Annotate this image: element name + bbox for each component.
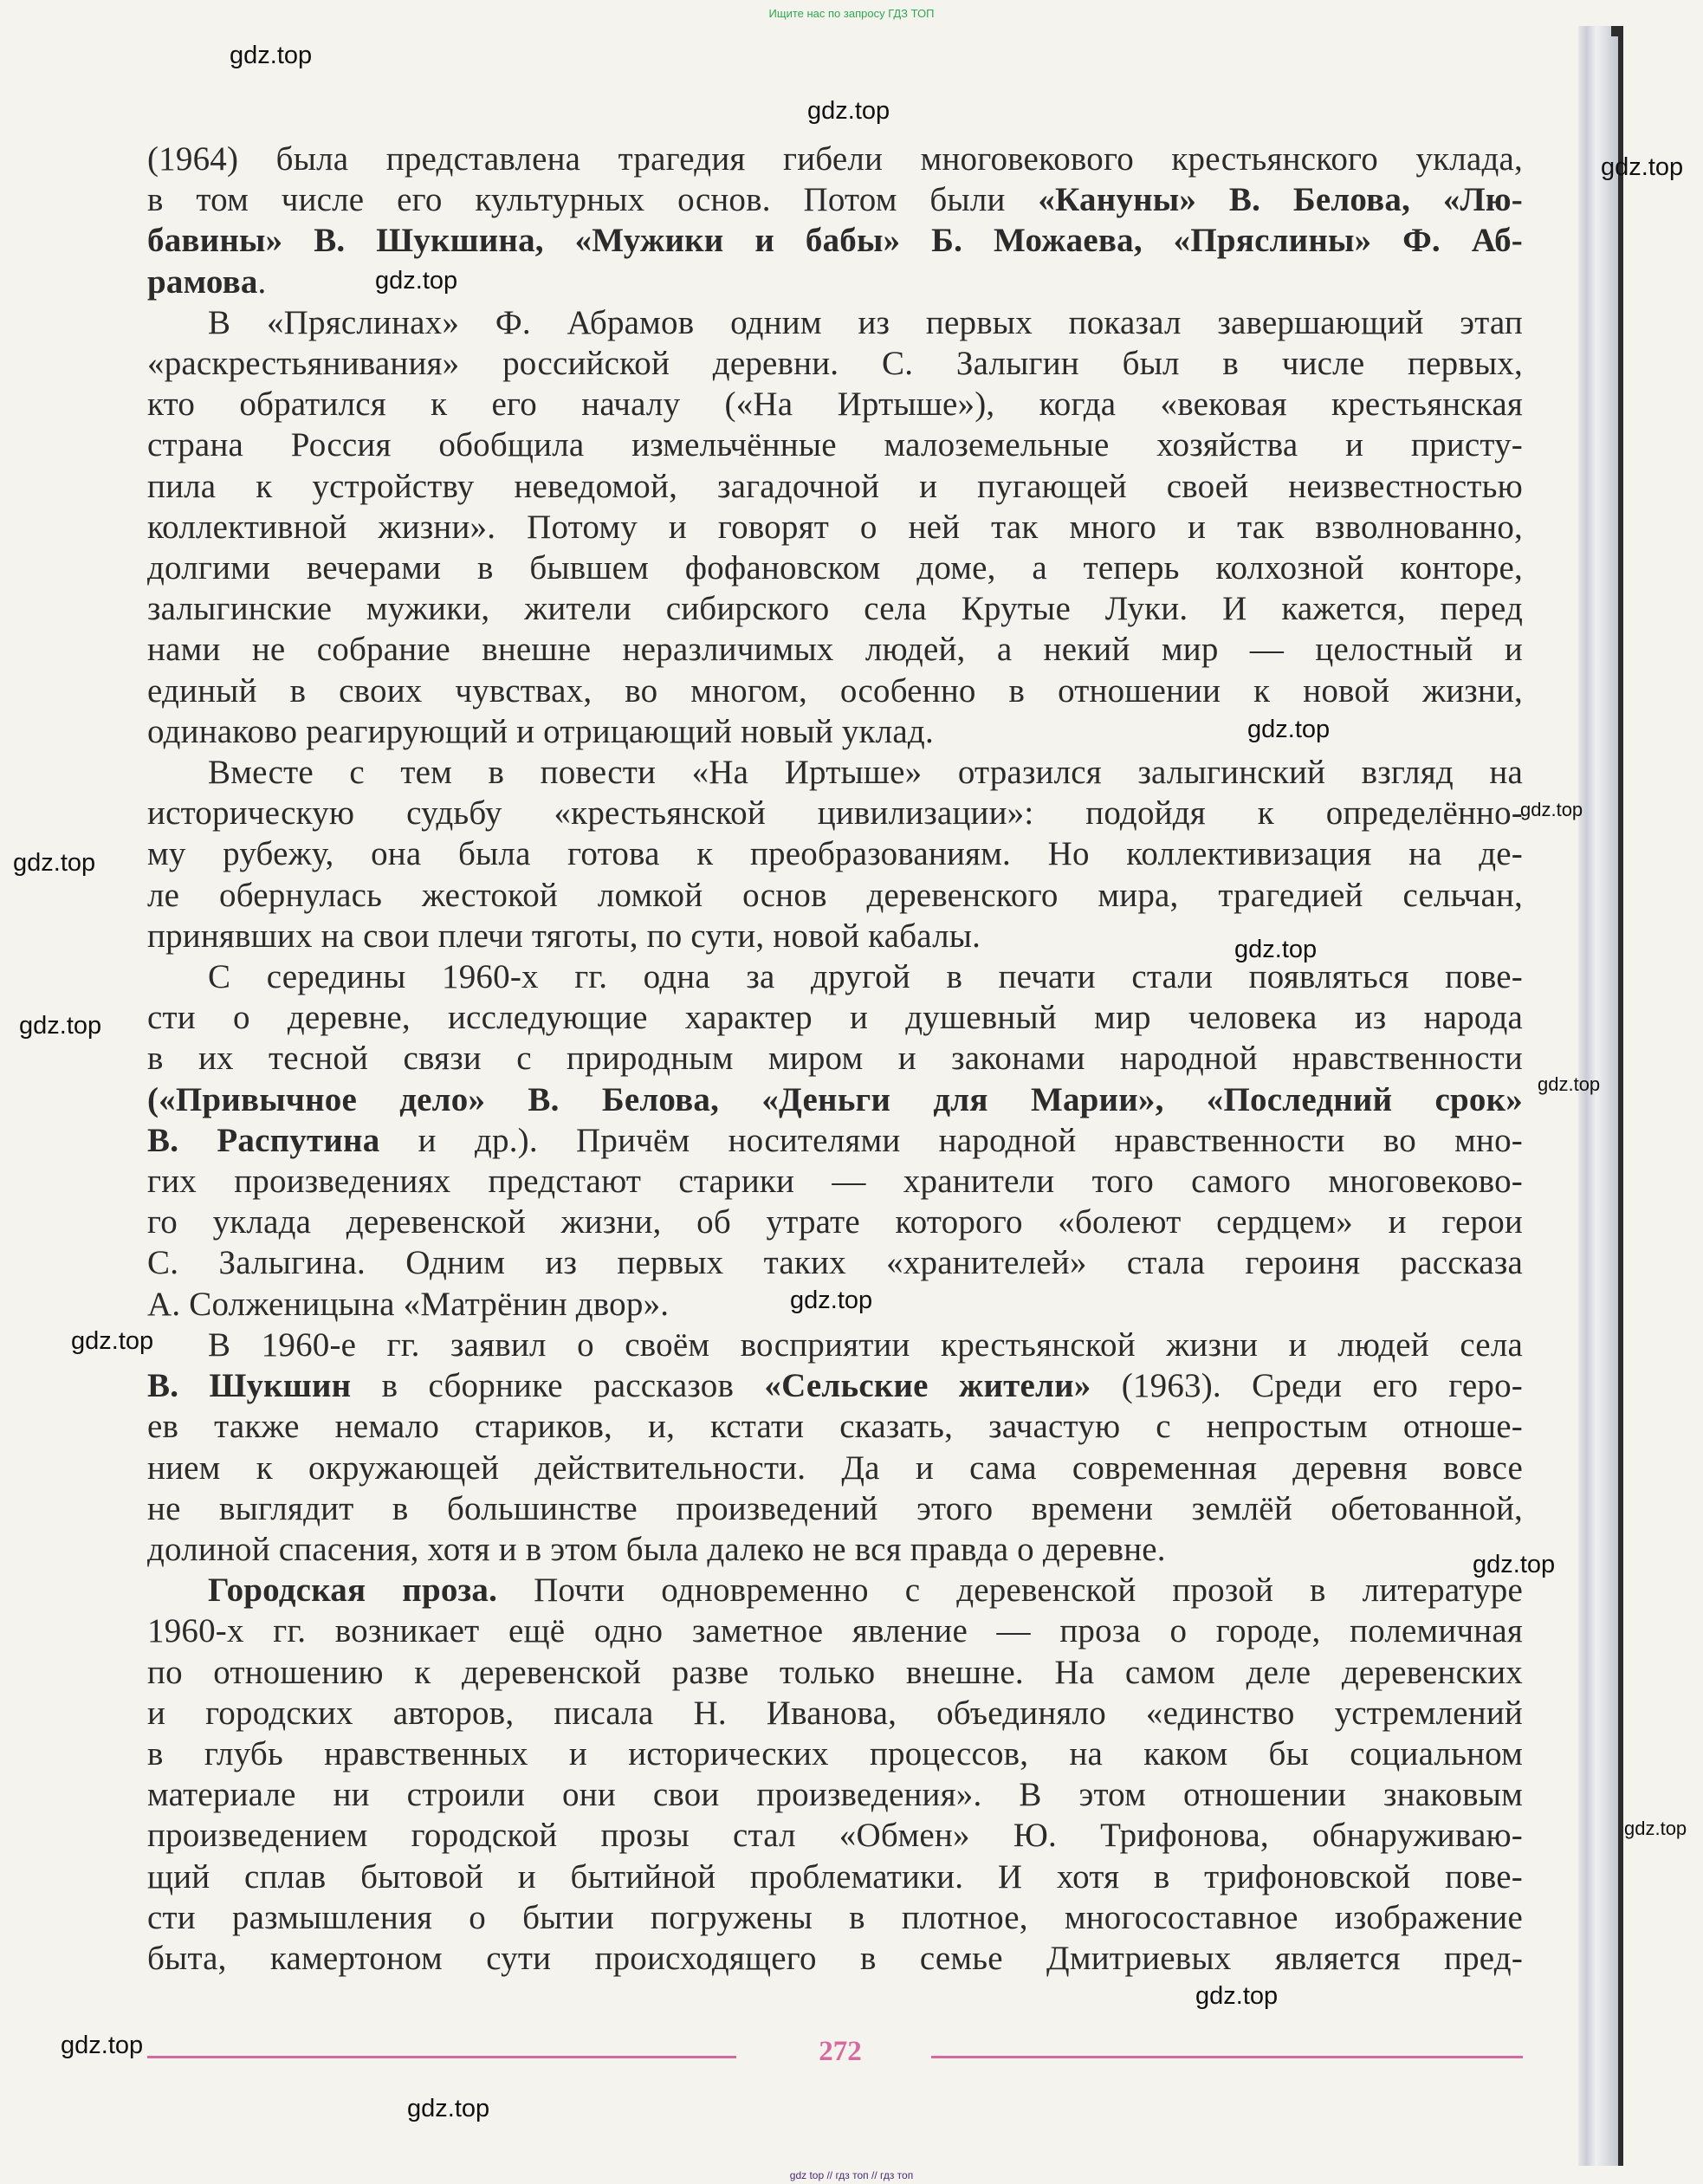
page-edge-corner — [1611, 26, 1623, 36]
paragraph: В. Распутина и др.). Причём носителями народной нравственности во мно- — [147, 1121, 1523, 1159]
paragraph: Вместе с тем в повести «На Иртыше» отразился залыгинский взгляд на — [208, 754, 1523, 792]
paragraph: ле обернулась жестокой ломкой основ деревенского мира, трагедией сельчан, — [147, 876, 1523, 914]
paragraph: бавины» В. Шукшина, «Мужики и бабы» Б. Можаева, «Пряслины» Ф. Аб- — [147, 222, 1523, 260]
paragraph: щий сплав бытовой и бытийной проблематики. И хотя в трифоновской пове- — [147, 1857, 1523, 1896]
paragraph: «раскрестьянивания» российской деревни. С. Залыгин был в числе первых, — [147, 345, 1523, 383]
paragraph: гих произведениях предстают старики — хранители того самого многовеково- — [147, 1163, 1523, 1201]
watermark[interactable]: gdz.top — [375, 267, 458, 295]
paragraph: в глубь нравственных и исторических процессов, на каком бы социальном — [147, 1734, 1523, 1772]
paragraph: произведением городской прозы стал «Обмен» Ю. Трифонова, обнаруживаю- — [147, 1817, 1523, 1855]
paragraph: не выглядит в большинстве произведений этого времени землёй обетованной, — [147, 1489, 1523, 1527]
watermark[interactable]: gdz.top — [1195, 1982, 1279, 2010]
watermark[interactable]: gdz.top — [407, 2095, 490, 2122]
footer-rule-right — [931, 2056, 1523, 2058]
paragraph: В 1960-е гг. заявил о своём восприятии крестьянской жизни и людей села — [208, 1325, 1523, 1364]
paragraph: залыгинские мужики, жители сибирского села Крутые Луки. И кажется, перед — [147, 590, 1523, 628]
watermark[interactable]: gdz.top — [19, 1012, 102, 1040]
paragraph: рамова. — [147, 262, 267, 301]
watermark[interactable]: gdz.top — [1247, 716, 1331, 743]
paragraph: («Привычное дело» В. Белова, «Деньги для Марии», «Последний срок» — [147, 1080, 1523, 1118]
paragraph: (1964) была представлена трагедия гибели многовекового крестьянского уклада, — [147, 140, 1523, 178]
paragraph: сти о деревне, исследующие характер и душевный мир человека из народа — [147, 999, 1523, 1037]
paragraph: ев также немало стариков, и, кстати сказать, зачастую с непростым отноше- — [147, 1408, 1523, 1446]
watermark[interactable]: gdz.top — [71, 1327, 154, 1355]
footer-rule-left — [147, 2056, 736, 2058]
watermark[interactable]: gdz.top — [61, 2032, 144, 2059]
paragraph: принявших на свои плечи тяготы, по сути, новой кабалы. — [147, 917, 981, 955]
top-banner[interactable]: Ищите нас по запросу ГДЗ ТОП — [768, 7, 935, 20]
paragraph: С середины 1960-х гг. одна за другой в печати стали появляться пове- — [208, 958, 1523, 996]
page-text — [147, 139, 1523, 1979]
paragraph: одинаково реагирующий и отрицающий новый уклад. — [147, 712, 934, 750]
paragraph: в их тесной связи с природным миром и законами народной нравственности — [147, 1040, 1523, 1078]
page-edge-shadow — [1618, 26, 1623, 2166]
paragraph: материале ни строили они свои произведения». В этом отношении знаковым — [147, 1776, 1523, 1814]
paragraph: В «Пряслинах» Ф. Абрамов одним из первых показал завершающий этап — [208, 303, 1523, 341]
paragraph: долиной спасения, хотя и в этом была далеко не вся правда о деревне. — [147, 1530, 1166, 1568]
watermark[interactable]: gdz.top — [1601, 153, 1684, 181]
paragraph: историческую судьбу «крестьянской цивилизации»: подойдя к определённо- — [147, 794, 1523, 833]
watermark[interactable]: gdz.top — [790, 1286, 873, 1314]
paragraph: Городская проза. Почти одновременно с деревенской прозой в литературе — [208, 1572, 1523, 1610]
paragraph: долгими вечерами в бывшем фофановском доме, а теперь колхозной конторе, — [147, 549, 1523, 587]
watermark[interactable]: gdz.top — [1520, 799, 1583, 820]
watermark[interactable]: gdz.top — [230, 42, 313, 69]
page-number: 272 — [819, 2036, 862, 2067]
paragraph: С. Залыгина. Одним из первых таких «хранителей» стала героиня рассказа — [147, 1244, 1523, 1282]
paragraph: быта, камертоном сути происходящего в семье Дмитриевых является пред- — [147, 1939, 1523, 1977]
paragraph: му рубежу, она была готова к преобразованиям. Но коллективизация на де- — [147, 835, 1523, 873]
paragraph: кто обратился к его началу («На Иртыше»), когда «вековая крестьянская — [147, 386, 1523, 424]
paragraph: и городских авторов, писала Н. Иванова, объединяло «единство устремлений — [147, 1694, 1523, 1732]
watermark[interactable]: gdz.top — [807, 97, 890, 125]
paragraph: коллективной жизни». Потому и говорят о ней так много и так взволнованно, — [147, 508, 1523, 546]
paragraph: В. Шукшин в сборнике рассказов «Сельские жители» (1963). Среди его геро- — [147, 1367, 1523, 1405]
watermark[interactable]: gdz.top — [1473, 1551, 1556, 1578]
paragraph: в том числе его культурных основ. Потом были «Кануны» В. Белова, «Лю- — [147, 181, 1523, 219]
paragraph: пила к устройству неведомой, загадочной и пугающей своей неизвестностью — [147, 467, 1523, 505]
watermark[interactable]: gdz.top — [1234, 936, 1318, 963]
paragraph: нием к окружающей действительности. Да и сама современная деревня вовсе — [147, 1448, 1523, 1487]
paragraph: единый в своих чувствах, во многом, особенно в отношении к новой жизни, — [147, 671, 1523, 710]
footer-links[interactable]: gdz top // гдз топ // гдз топ — [789, 2169, 914, 2181]
watermark[interactable]: gdz.top — [1538, 1073, 1601, 1095]
paragraph: по отношению к деревенской разве только внешне. На самом деле деревенских — [147, 1653, 1523, 1691]
page-edge — [1578, 26, 1623, 2166]
paragraph: страна Россия обобщила измельчённые малоземельные хозяйства и присту- — [147, 426, 1523, 464]
watermark[interactable]: gdz.top — [13, 849, 96, 877]
paragraph: го уклада деревенской жизни, об утрате которого «болеют сердцем» и герои — [147, 1203, 1523, 1241]
watermark[interactable]: gdz.top — [1624, 1818, 1687, 1839]
paragraph: сти размышления о бытии погружены в плотное, многосоставное изображение — [147, 1898, 1523, 1936]
paragraph: 1960-х гг. возникает ещё одно заметное явление — проза о городе, полемичная — [147, 1612, 1523, 1650]
paragraph: нами не собрание внешне неразличимых людей, а некий мир — целостный и — [147, 631, 1523, 669]
paragraph: А. Солженицына «Матрёнин двор». — [147, 1285, 670, 1323]
